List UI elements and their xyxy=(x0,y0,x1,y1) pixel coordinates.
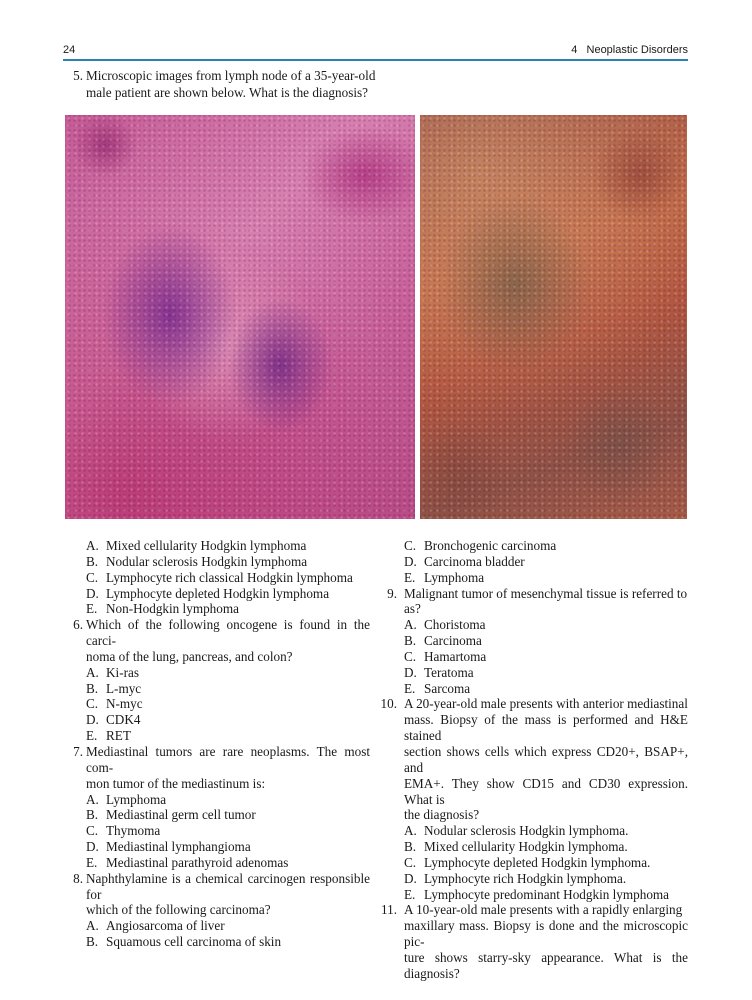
question-line: as? xyxy=(404,601,421,617)
option-9d[interactable] xyxy=(384,665,688,681)
header-rule xyxy=(63,59,688,61)
option-6e[interactable] xyxy=(70,728,370,744)
histology-figure xyxy=(65,115,687,519)
micrograph-reticulin-stain xyxy=(420,115,687,519)
option-10d[interactable] xyxy=(384,871,688,887)
question-line: mon tumor of the mediastinum is: xyxy=(86,775,266,791)
question-5-options xyxy=(70,538,370,617)
question-line: Microscopic images from lymph node of a 35-year-old xyxy=(86,68,376,83)
option-letter: D. xyxy=(86,712,99,728)
question-number: 6. xyxy=(73,617,83,633)
option-8c[interactable] xyxy=(384,538,688,554)
option-text: CDK4 xyxy=(106,712,141,728)
option-letter: B. xyxy=(404,633,417,649)
option-text: Lymphocyte rich Hodgkin lymphoma. xyxy=(424,870,627,886)
option-letter: B. xyxy=(86,807,99,823)
option-7d[interactable] xyxy=(70,839,370,855)
option-letter: A. xyxy=(86,918,99,934)
question-number: 9. xyxy=(387,585,397,601)
question-line: maxillary mass. Biopsy is done and the microscopic pic- xyxy=(404,918,688,950)
option-text: Lymphoma xyxy=(424,569,485,585)
option-letter: E. xyxy=(86,728,98,744)
question-7-options xyxy=(70,792,370,871)
option-letter: B. xyxy=(404,839,417,855)
option-letter: C. xyxy=(404,854,417,870)
option-text: Mediastinal parathyroid adenomas xyxy=(106,854,289,870)
option-9b[interactable] xyxy=(384,633,688,649)
question-line: A 20-year-old male presents with anterior mediastinal xyxy=(404,696,688,712)
option-text: Hamartoma xyxy=(424,648,487,664)
option-letter: C. xyxy=(86,696,99,712)
option-letter: E. xyxy=(86,854,98,870)
option-letter: E. xyxy=(404,680,416,696)
option-6b[interactable] xyxy=(70,681,370,697)
question-10-stem xyxy=(380,696,688,823)
question-7-stem xyxy=(70,744,370,792)
option-letter: A. xyxy=(404,617,417,633)
option-letter: A. xyxy=(86,791,99,807)
question-line: Which of the following oncogene is found in the carci- xyxy=(86,617,370,649)
question-6-stem xyxy=(70,617,370,665)
option-8b[interactable] xyxy=(70,934,370,950)
question-line: which of the following carcinoma? xyxy=(86,902,271,918)
option-text: Lymphoma xyxy=(106,791,167,807)
option-letter: C. xyxy=(86,569,99,585)
option-text: Choristoma xyxy=(424,617,486,633)
option-letter: B. xyxy=(86,680,99,696)
option-8d[interactable] xyxy=(384,554,688,570)
option-text: Mediastinal germ cell tumor xyxy=(106,807,256,823)
question-line: noma of the lung, pancreas, and colon? xyxy=(86,648,293,664)
question-number: 7. xyxy=(73,743,83,759)
option-letter: E. xyxy=(86,601,98,617)
question-8-stem xyxy=(70,871,370,919)
question-9-options xyxy=(384,617,688,696)
option-10e[interactable] xyxy=(384,887,688,903)
option-letter: D. xyxy=(404,553,417,569)
question-line: the diagnosis? xyxy=(404,807,480,823)
option-8a[interactable] xyxy=(70,918,370,934)
option-letter: B. xyxy=(86,553,99,569)
option-text: Mixed cellularity Hodgkin lymphoma. xyxy=(424,839,628,855)
option-text: Squamous cell carcinoma of skin xyxy=(106,934,282,950)
option-text: Mediastinal lymphangioma xyxy=(106,839,251,855)
option-text: Lymphocyte depleted Hodgkin lymphoma xyxy=(106,585,330,601)
option-7c[interactable] xyxy=(70,823,370,839)
option-text: Carcinoma bladder xyxy=(424,553,525,569)
question-9-stem xyxy=(384,586,688,618)
question-10-options xyxy=(384,823,688,902)
option-text: Non-Hodgkin lymphoma xyxy=(106,601,239,617)
question-line: mass. Biopsy of the mass is performed and H&E stained xyxy=(404,712,688,744)
question-number: 8. xyxy=(73,870,83,886)
option-text: Ki-ras xyxy=(106,664,139,680)
option-text: Angiosarcoma of liver xyxy=(106,918,225,934)
option-5a[interactable] xyxy=(70,538,370,554)
option-letter: A. xyxy=(404,823,417,839)
option-8e[interactable] xyxy=(384,570,688,586)
chapter-title: 4 Neoplastic Disorders xyxy=(571,44,688,56)
option-text: Bronchogenic carcinoma xyxy=(424,538,557,553)
option-text: Nodular sclerosis Hodgkin lymphoma xyxy=(106,553,308,569)
page-number: 24 xyxy=(63,44,76,56)
question-line: EMA+. They show CD15 and CD30 expression. What is xyxy=(404,775,688,807)
option-9c[interactable] xyxy=(384,649,688,665)
question-8-options-c-e xyxy=(384,538,688,586)
option-letter: C. xyxy=(404,648,417,664)
question-number: 5. xyxy=(73,68,83,83)
option-5d[interactable] xyxy=(70,586,370,602)
option-6a[interactable] xyxy=(70,665,370,681)
question-number: 11. xyxy=(381,902,397,918)
option-letter: D. xyxy=(86,839,99,855)
option-letter: B. xyxy=(86,934,99,950)
option-5e[interactable] xyxy=(70,601,370,617)
option-letter: D. xyxy=(86,585,99,601)
option-letter: C. xyxy=(404,538,417,553)
question-number: 10. xyxy=(380,696,397,712)
question-8-options-a-b xyxy=(70,918,370,950)
question-5-stem xyxy=(70,67,400,101)
option-text: Nodular sclerosis Hodgkin lymphoma. xyxy=(424,823,629,839)
option-text: L-myc xyxy=(106,680,142,696)
option-text: Mixed cellularity Hodgkin lymphoma xyxy=(106,538,307,553)
option-6d[interactable] xyxy=(70,712,370,728)
option-5b[interactable] xyxy=(70,554,370,570)
option-7a[interactable] xyxy=(70,792,370,808)
option-text: Lymphocyte predominant Hodgkin lymphoma xyxy=(424,886,670,902)
right-column xyxy=(380,538,688,982)
left-column xyxy=(70,538,370,950)
question-11-stem xyxy=(381,902,688,981)
option-letter: C. xyxy=(86,823,99,839)
option-text: Sarcoma xyxy=(424,680,471,696)
question-line: A 10-year-old male presents with a rapidly enlarging xyxy=(404,902,683,918)
option-text: Lymphocyte depleted Hodgkin lymphoma. xyxy=(424,854,651,870)
question-line: Naphthylamine is a chemical carcinogen responsible for xyxy=(86,870,370,902)
option-10b[interactable] xyxy=(384,839,688,855)
option-text: Lymphocyte rich classical Hodgkin lymphoma xyxy=(106,569,353,585)
option-letter: D. xyxy=(404,664,417,680)
option-7b[interactable] xyxy=(70,807,370,823)
option-10c[interactable] xyxy=(384,855,688,871)
option-text: Teratoma xyxy=(424,664,474,680)
option-text: Thymoma xyxy=(106,823,161,839)
option-9e[interactable] xyxy=(384,681,688,697)
question-line: section shows cells which express CD20+, BSAP+, and xyxy=(404,743,688,775)
option-letter: E. xyxy=(404,569,416,585)
option-text: N-myc xyxy=(106,696,143,712)
option-letter: A. xyxy=(86,664,99,680)
option-text: Carcinoma xyxy=(424,633,482,649)
option-10a[interactable] xyxy=(384,823,688,839)
question-line: ture shows starry-sky appearance. What is the diagnosis? xyxy=(404,949,688,981)
question-line: Malignant tumor of mesenchymal tissue is referred to xyxy=(404,585,688,601)
option-letter: A. xyxy=(86,538,99,553)
option-letter: E. xyxy=(404,886,416,902)
option-text: RET xyxy=(106,728,131,744)
option-7e[interactable] xyxy=(70,855,370,871)
question-6-options xyxy=(70,665,370,744)
question-line: male patient are shown below. What is the diagnosis? xyxy=(86,85,368,100)
micrograph-he-stain xyxy=(65,115,415,519)
option-9a[interactable] xyxy=(384,617,688,633)
option-5c[interactable] xyxy=(70,570,370,586)
question-line: Mediastinal tumors are rare neoplasms. The most com- xyxy=(86,743,370,775)
option-letter: D. xyxy=(404,870,417,886)
option-6c[interactable] xyxy=(70,696,370,712)
